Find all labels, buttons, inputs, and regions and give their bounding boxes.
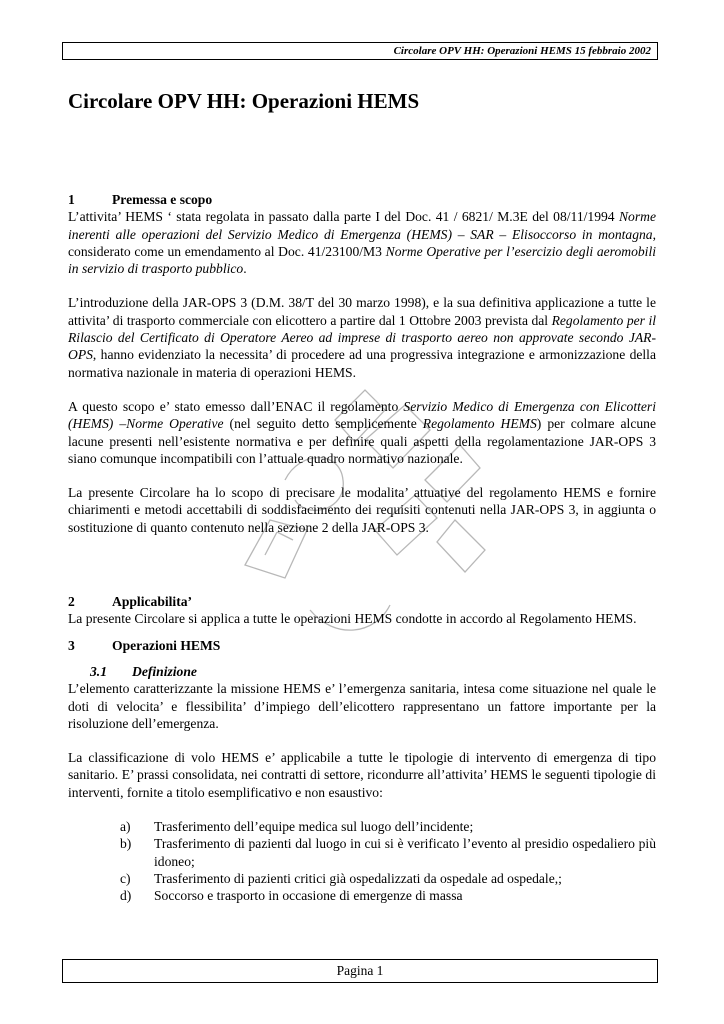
section-number: 3 — [68, 637, 75, 653]
paragraph — [68, 294, 656, 380]
section-number: 1 — [68, 192, 75, 207]
list-item — [120, 818, 656, 835]
paragraph — [68, 208, 656, 277]
text-run: . — [243, 261, 247, 277]
paragraph — [68, 398, 656, 467]
list-text: Soccorso e trasporto in occasione di emergenze di massa — [154, 888, 463, 904]
list-item — [120, 870, 656, 887]
list-marker: a) — [120, 819, 131, 835]
text-run: , considerato come un emendamento al Doc. 41/23100/M3 — [68, 226, 656, 259]
header-text: Circolare OPV HH: Operazioni HEMS 15 febbraio 2002 — [393, 45, 651, 57]
section-title: Applicabilita’ — [112, 594, 193, 610]
subsection-3-1-heading — [90, 663, 656, 680]
section-3-heading — [68, 637, 656, 654]
section-title: Premessa e scopo — [112, 192, 213, 207]
page-footer — [62, 959, 658, 983]
list-text: Trasferimento dell’equipe medica sul luogo dell’incidente; — [154, 819, 474, 835]
paragraph: La presente Circolare ha lo scopo di precisare le modalita’ attuative del regolamento HEMS e fornire chiarimenti e metodi accettabili di soddisfacimento dei requisiti contenuti nella JAR-OPS 3, in aggiunta o sostituzione di quanto contenuto nella sezione 2 della JAR-OPS 3. — [68, 485, 656, 535]
text-run: L’attivita’ HEMS ‘ stata regolata in passato dalla parte I del Doc. 41 / 6821/ M.3E del 08/11/1994 — [68, 209, 619, 225]
paragraph: La classificazione di volo HEMS e’ applicabile a tutte le tipologie di intervento di emergenza di tipo sanitario. E’ prassi consolidata, nei contratti di settore, ricondurre all’attivita’ HEMS le seguenti tipologie di interventi, fornite a titolo esemplificativo e non esaustivo: — [68, 750, 656, 800]
text-run: ) per colmare alcune lacune presenti nell’esistente normativa e per definire quali aspetti della regolamentazione JAR-OPS 3 siano comunque incompatibili con l’attuale quadro normativo nazionale. — [68, 416, 656, 466]
running-header — [62, 42, 658, 60]
list-item — [120, 887, 656, 904]
paragraph: L’elemento caratterizzante la missione HEMS e’ l’emergenza sanitaria, intesa come situazione nel quale le doti di velocita’ e flessibilita’ d’impiego dell’elicottero rappresentano un fattore importante per la risoluzione dell’emergenza. — [68, 681, 656, 731]
italic-run: Norme inerenti alle operazioni del Servizio Medico di Emergenza (HEMS) – SAR – Elisoccorso in montagna — [68, 209, 656, 242]
section-number: 2 — [68, 594, 75, 610]
section-1-heading — [68, 191, 656, 208]
subsection-number: 3.1 — [90, 663, 107, 679]
list-text: Trasferimento di pazienti critici già ospedalizzati da ospedale ad ospedale,; — [154, 870, 562, 886]
document-body — [68, 191, 656, 905]
document-title: Circolare OPV HH: Operazioni HEMS — [68, 89, 420, 113]
subsection-title: Definizione — [132, 663, 197, 679]
list-marker: c) — [120, 870, 131, 886]
italic-run: Norme Operative per l’esercizio degli aeromobili in servizio di trasporto pubblico — [68, 243, 656, 277]
list-text: Trasferimento di pazienti dal luogo in cui si è verificato l’evento al presidio ospedaliero più idoneo; — [154, 836, 656, 869]
list-marker: d) — [120, 888, 132, 904]
section-2-heading — [68, 593, 656, 610]
text-run: A questo scopo e’ stato emesso dall’ENAC il regolamento — [68, 398, 404, 414]
list-marker: b) — [120, 836, 132, 852]
text-run: L’introduzione della JAR-OPS 3 (D.M. 38/T del 30 marzo 1998), e la sua definitiva applicazione a tutte le attivita’ di trasporto commerciale con elicottero a partire dal 1 Ottobre 2003 prevista dal — [68, 295, 656, 328]
paragraph: La presente Circolare si applica a tutte le operazioni HEMS condotte in accordo al Regolamento HEMS. — [68, 611, 637, 627]
section-title: Operazioni HEMS — [112, 637, 221, 653]
page-number: Pagina 1 — [336, 963, 384, 978]
text-run: (nel seguito detto semplicemente — [223, 416, 423, 432]
italic-run: Regolamento HEMS — [422, 416, 537, 432]
list-item — [120, 835, 656, 870]
italic-run: Servizio Medico di Emergenza con Elicotteri (HEMS) –Norme Operative — [68, 398, 657, 432]
text-run: , hanno evidenziato la necessita’ di procedere ad una progressiva integrazione e armonizzazione della normativa nazionale in materia di operazioni HEMS. — [68, 347, 656, 380]
intervention-list — [68, 818, 656, 904]
italic-run: Regolamento per il Rilascio del Certificato di Operatore Aereo ad imprese di trasporto aereo non approvate secondo JAR-OPS — [68, 312, 656, 363]
